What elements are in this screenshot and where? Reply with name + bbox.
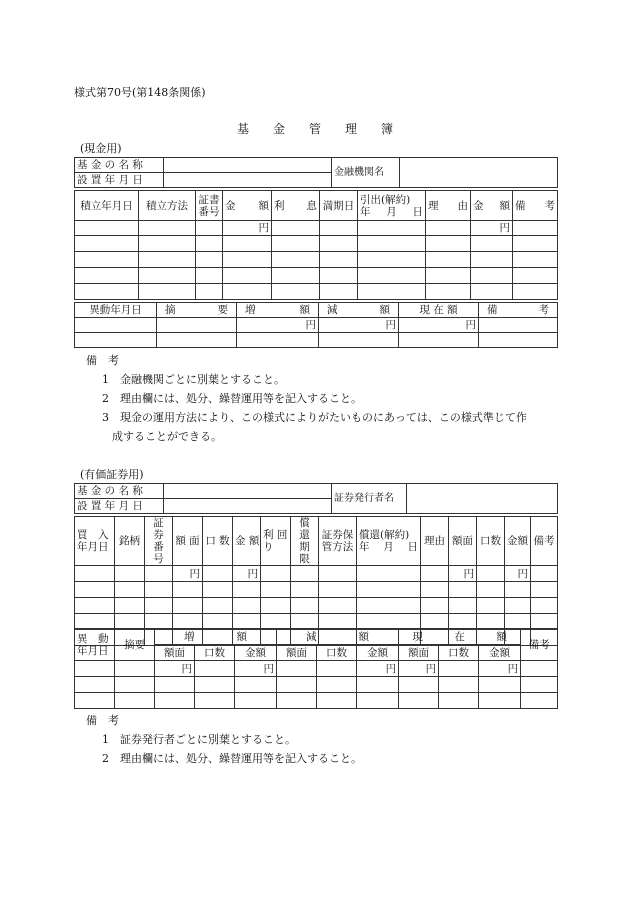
col-sec-summary: 摘要 [115,629,155,661]
table-row[interactable] [75,598,115,614]
col-remarks: 備 考 [513,191,558,221]
cash-change-table [74,302,558,348]
table-row[interactable] [75,284,139,300]
col-cert-no: 証書番号 [196,191,223,221]
col-interest: 利 息 [272,191,320,221]
col-sec-decrease: 減 額 [277,629,399,645]
col-sec-remarks: 備考 [531,517,558,566]
col-summary: 摘 要 [157,303,237,318]
bank-name-label: 金融機関名 [332,158,400,188]
col-withdraw: 引出(解約) 年 月 日 [358,191,426,221]
col-deposit-date: 積立年月日 [75,191,139,221]
securities-header-table [74,483,558,514]
bank-name-input[interactable] [400,158,558,188]
issuer-label: 証券発行者名 [332,484,407,514]
yen-unit: 円 [449,566,477,582]
securities-notes-title: 備 考 [86,714,119,727]
col-redeem: 償 還 期 限 [291,517,319,566]
col-maturity: 満期日 [320,191,358,221]
cash-section-label: (現金用) [80,142,122,155]
sec-fund-name-label: 基 金 の 名 称 [75,484,164,499]
table-row[interactable] [75,268,139,284]
yen-unit: 円 [173,566,203,582]
col-sec-current: 現 在 額 [399,629,521,645]
col-rate: 利 回 り [261,517,291,566]
yen-unit: 円 [399,318,479,333]
sec-fund-name-input[interactable] [164,484,332,499]
yen-unit: 円 [155,661,195,677]
col-change-date: 異動年月日 [75,303,157,318]
col-move-date: 異 動 年月日 [75,629,115,661]
securities-note-1: 1 証券発行者ごとに別葉とすること。 [102,733,296,746]
cash-ledger-table [74,190,558,300]
col-sec-amount: 金 額 [233,517,261,566]
yen-unit: 円 [319,318,399,333]
col-sec-no: 証 券 番 号 [145,517,173,566]
sec-est-date-label: 設 置 年 月 日 [75,499,164,514]
table-row[interactable] [75,236,139,252]
col-face: 額 面 [173,517,203,566]
page-title: 基 金 管 理 簿 [237,122,394,136]
cash-note-1: 1 金融機関ごとに別葉とすること。 [102,373,285,386]
yen-unit: 円 [505,566,531,582]
issuer-input[interactable] [407,484,558,514]
col-reason: 理 由 [426,191,471,221]
est-date-input[interactable] [164,173,332,188]
col-increase: 増 額 [237,303,319,318]
col-sec-reason: 理由 [421,517,449,566]
yen-unit: 円 [237,318,319,333]
col-custody: 証券保 管方法 [319,517,357,566]
securities-section-label: (有価証券用) [80,468,144,481]
table-row[interactable] [75,693,115,709]
col-units: 口 数 [203,517,233,566]
securities-change-table: 異 動 年月日 摘要 増 額 減 額 現 在 額 備考 額面 口数 金額 額面 口数 金額 額面 口数 金額 円 円 円 円 円 [74,628,558,709]
col-sec-increase: 増 額 [155,629,277,645]
col-face2: 額面 [449,517,477,566]
yen-unit: 円 [233,566,261,582]
table-row[interactable] [75,333,157,348]
col-units2: 口数 [477,517,505,566]
col-amount2: 金額 [505,517,531,566]
fund-name-label: 基 金 の 名 称 [75,158,164,173]
col-current: 現 在 額 [399,303,479,318]
yen-unit: 円 [223,221,272,236]
table-row[interactable] [75,582,115,598]
col-method: 積立方法 [139,191,196,221]
col-brand: 銘柄 [115,517,145,566]
yen-unit: 円 [479,661,521,677]
cash-note-3: 3 現金の運用方法により、この様式によりがたいものにあっては、この様式準じて作 [102,411,527,424]
securities-ledger-table [74,516,558,646]
cash-header-table [74,157,558,188]
col-amount: 金 額 [223,191,272,221]
col-change-remarks: 備 考 [479,303,558,318]
yen-unit: 円 [399,661,439,677]
fund-name-input[interactable] [164,158,332,173]
sec-est-date-input[interactable] [164,499,332,514]
form-number: 様式第70号(第148条関係) [74,86,206,99]
yen-unit: 円 [471,221,513,236]
est-date-label: 設 置 年 月 日 [75,173,164,188]
table-row[interactable] [75,677,115,693]
table-row[interactable] [75,252,139,268]
col-redemption: 償還(解約) 年 月 日 [357,517,421,566]
cash-note-3-cont: 成することができる。 [112,430,222,443]
col-sec-change-remarks: 備考 [521,629,558,661]
securities-note-2: 2 理由欄には、処分、繰替運用等を記入すること。 [102,752,362,765]
cash-note-2: 2 理由欄には、処分、繰替運用等を記入すること。 [102,392,362,405]
col-decrease: 減 額 [319,303,399,318]
yen-unit: 円 [357,661,399,677]
col-buy-date: 買 入 年月日 [75,517,115,566]
cash-notes-title: 備 考 [86,354,119,367]
col-amount2: 金 額 [471,191,513,221]
yen-unit: 円 [235,661,277,677]
